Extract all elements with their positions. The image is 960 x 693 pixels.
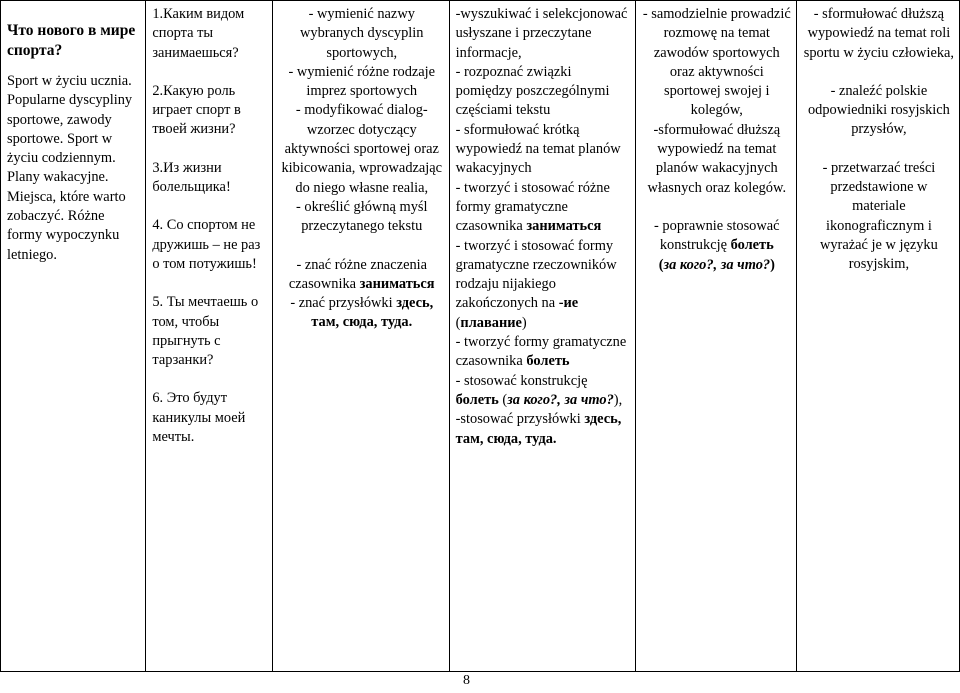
spacer	[803, 140, 955, 159]
advanced-skills-cell	[635, 1, 796, 672]
skill-text: (	[498, 391, 508, 408]
skill-text: -stosować przysłówki	[455, 411, 585, 428]
skill-text: - poprawnie stosować konstrukcję	[654, 217, 780, 254]
skill-line: - wymienić nazwy wybranych dyscyplin sportowych,	[300, 6, 424, 61]
skill-keyword: болеть	[455, 391, 499, 408]
topic-cell	[1, 1, 146, 672]
skill-keyword: плавание	[460, 314, 522, 331]
basic-skills-cell	[272, 1, 449, 672]
skill-keyword: болеть	[526, 353, 570, 370]
skill-line	[456, 333, 631, 372]
skill-text: )	[770, 256, 775, 273]
skill-line	[642, 217, 792, 275]
skill-keyword: -ие	[558, 295, 579, 312]
skill-line: -sformułować dłuższą wypowiedź na temat planów wakacyjnych własnych oraz kolegów.	[647, 121, 787, 196]
skill-text: - stosować konstrukcję	[455, 372, 588, 389]
skill-text: (	[455, 314, 461, 331]
skill-keyword: здесь, там, сюда, туда.	[311, 295, 434, 331]
skill-line	[456, 179, 631, 237]
skill-line: - znaleźć polskie odpowiedniki rosyjskich przysłów,	[807, 82, 950, 138]
skill-line: - określić główną myśl przeczytanego tekstu	[296, 198, 428, 235]
skill-line: - samodzielnie prowadzić rozmowę na temat zawodów sportowych oraz aktywności sportowej swojej i kolegów,	[642, 6, 791, 119]
question-4: 4. Со спортом не дружишь – не раз о том потужишь!	[152, 217, 261, 272]
topic-list: Sport w życiu ucznia. Popularne dyscypliny sportowe, zawody sportowe. Sport w życiu codziennym. Plany wakacyjne. Miejsca, które warto zobaczyć. Różne formy wypoczynku letniego.	[7, 73, 133, 263]
skill-line: - rozpoznać związki pomiędzy poszczególnymi częściami tekstu	[455, 63, 610, 119]
skill-text: - znać przysłówki	[290, 295, 397, 312]
table-row	[1, 1, 960, 672]
skill-line	[279, 294, 445, 333]
skill-line: - przetwarzać treści przedstawione w materiale ikonograficznym i wyrażać je w języku rosyjskim,	[819, 159, 938, 273]
skill-keyword: за кого?, за что?	[663, 256, 771, 273]
skill-text: - tworzyć i stosować formy gramatyczne rzeczowników rodzaju nijakiego zakończonych na	[455, 237, 617, 312]
skill-line	[456, 410, 631, 449]
spacer	[279, 237, 445, 256]
question-1: 1.Каким видом спорта ты занимаешься?	[152, 6, 245, 61]
skill-keyword: болеть	[730, 237, 774, 254]
skill-line	[456, 372, 631, 411]
skill-keyword: за кого?, за что?	[507, 391, 614, 408]
skill-keyword: заниматься	[526, 218, 602, 235]
question-3: 3.Из жизни болельщика!	[152, 159, 231, 196]
spacer	[642, 198, 792, 217]
skill-keyword: здесь, там, сюда, туда.	[455, 411, 622, 447]
skill-line	[279, 256, 445, 295]
skill-text: - tworzyć i stosować różne formy gramatyczne czasownika	[455, 179, 610, 235]
question-5: 5. Ты мечтаешь о том, чтобы прыгнуть с тарзанки?	[152, 294, 259, 369]
section-title: Что нового в мире спорта?	[7, 22, 136, 59]
skill-line	[456, 237, 631, 333]
extended-skills-cell	[449, 1, 635, 672]
spacer	[803, 63, 955, 82]
skill-line: - wymienić różne rodzaje imprez sportowych	[288, 63, 436, 100]
extra-skills-cell	[796, 1, 959, 672]
skill-text: ),	[613, 391, 623, 408]
skill-keyword: заниматься	[359, 275, 435, 292]
skill-text: (	[658, 256, 664, 273]
skill-text: - tworzyć formy gramatyczne czasownika	[455, 334, 627, 370]
skill-line: -wyszukiwać i selekcjonować usłyszane i przeczytane informacje,	[455, 6, 628, 61]
skill-line: - modyfikować dialog-wzorzec dotyczący aktywności sportowej oraz kibicowania, wprowadzając do niego własne realia,	[281, 102, 443, 196]
skill-line: - sformułować krótką wypowiedź na temat planów wakacyjnych	[455, 121, 621, 177]
question-2: 2.Какую роль играет спорт в твоей жизни?	[152, 82, 241, 138]
skill-text: - znać różne znaczenia czasownika	[288, 256, 428, 292]
page-number: 8	[463, 673, 470, 688]
question-6: 6. Это будут каникулы моей мечты.	[152, 390, 246, 446]
questions-cell	[146, 1, 273, 672]
skill-line: - sformułować dłuższą wypowiedź na temat roli sportu w życiu człowieka,	[803, 6, 955, 61]
skill-text: )	[521, 314, 527, 331]
